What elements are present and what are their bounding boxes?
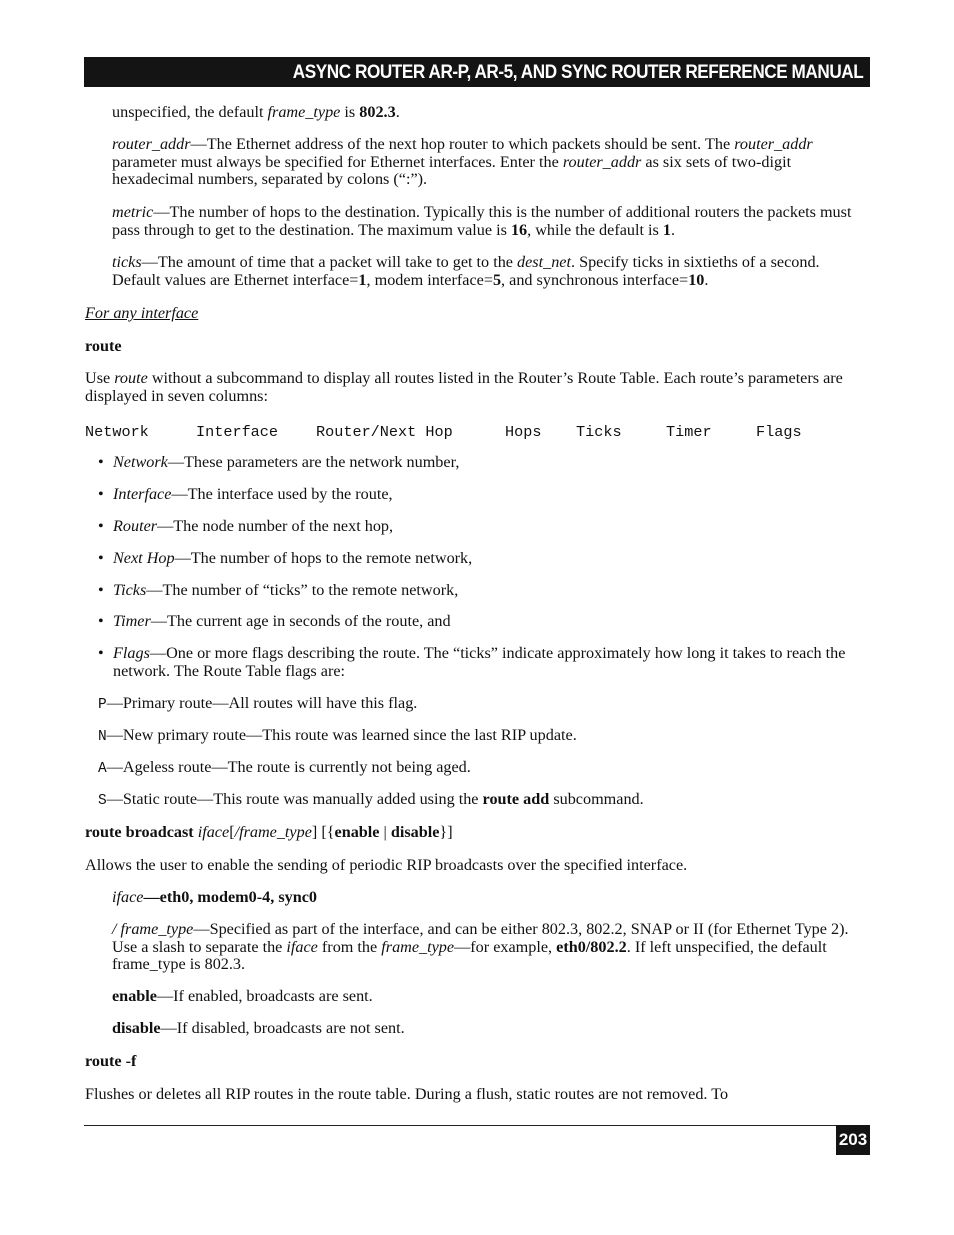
column-ticks: Ticks	[576, 423, 622, 441]
flag-code: A	[98, 761, 107, 777]
router-addr-text3: as six sets of two-digit hexadecimal numbers, separated by colons (“:”).	[112, 152, 792, 188]
page-number: 203	[836, 1125, 870, 1155]
bullet-term: Flags	[113, 644, 150, 662]
any-interface-label: For any interface	[85, 304, 199, 322]
bullet-text: —The interface used by the route,	[171, 485, 393, 503]
ticks-text5: .	[704, 270, 709, 289]
flag-item	[98, 791, 858, 811]
flag-code: N	[98, 729, 107, 745]
intro-term: frame_type	[267, 103, 341, 121]
broadcast-frame: /frame_type	[234, 823, 312, 841]
frame-text: —Specified as part of the interface, and can be either 802.3, 802.2, SNAP or II (for Ethernet Type 2). Use a slash to separate the	[112, 920, 849, 956]
flag-text: —Ageless route—The route is currently not being aged.	[106, 758, 471, 776]
broadcast-cmd: route broadcast	[85, 823, 198, 841]
flush-heading	[85, 1053, 857, 1071]
disable-text: —If disabled, broadcasts are not sent.	[160, 1019, 405, 1037]
bullet-term: Ticks	[113, 581, 147, 599]
route-desc-term: route	[114, 369, 148, 387]
broadcast-iface: iface	[197, 823, 230, 841]
bullet-dot: •	[98, 549, 104, 567]
bullet-dot: •	[98, 485, 104, 503]
intro-text-mid: is	[340, 103, 360, 121]
bullet-term: Interface	[113, 485, 172, 503]
route-description	[85, 370, 857, 405]
column-hops: Hops	[505, 423, 542, 441]
enable-term: enable	[112, 987, 157, 1005]
flag-code: S	[98, 793, 107, 809]
bullet-text: —The current age in seconds of the route, and	[150, 612, 451, 630]
frame-type-param	[112, 921, 857, 974]
broadcast-bracket: [	[229, 823, 235, 841]
bullet-text: —The number of hops to the remote network,	[174, 549, 473, 567]
broadcast-enable: enable	[334, 823, 380, 841]
router-addr-term2: router_addr	[734, 135, 813, 153]
frame-term3: frame_type	[381, 937, 455, 956]
header-title: ASYNC ROUTER AR-P, AR-5, AND SYNC ROUTER REFERENCE MANUAL	[292, 61, 863, 83]
frame-term2: iface	[286, 937, 318, 956]
route-desc-text: Use	[85, 369, 115, 387]
ticks-text4: , and synchronous interface=	[501, 270, 689, 289]
flag-item	[98, 727, 858, 747]
frame-term: / frame_type	[112, 920, 194, 938]
flag-text: —New primary route—This route was learned since the last RIP update.	[106, 726, 577, 744]
ticks-sync: 10	[688, 270, 705, 289]
bullet-dot: •	[98, 581, 104, 599]
section-label-any-interface	[85, 305, 857, 323]
column-router-next-hop: Router/Next Hop	[316, 423, 453, 441]
disable-param	[112, 1020, 857, 1038]
footer-rule	[84, 1125, 870, 1126]
bullet-text: —The number of “ticks” to the remote network,	[146, 581, 459, 599]
iface-param	[112, 889, 857, 907]
column-interface: Interface	[196, 423, 279, 441]
column-flags: Flags	[756, 423, 802, 441]
broadcast-disable: disable	[390, 823, 440, 841]
metric-text2: , while the default is	[527, 220, 663, 239]
route-heading	[85, 338, 857, 356]
route-desc-text2: without a subcommand to display all routes listed in the Router’s Route Table. Each route’s parameters are displayed in seven columns:	[85, 369, 843, 405]
frame-example: eth0/802.2	[556, 937, 627, 956]
router-addr-text2: parameter must always be specified for Ethernet interfaces. Enter the	[112, 152, 563, 171]
broadcast-description: Allows the user to enable the sending of periodic RIP broadcasts over the specified interface.	[85, 856, 688, 874]
router-addr-paragraph	[112, 136, 857, 189]
metric-text3: .	[670, 220, 676, 239]
broadcast-sep: |	[379, 823, 391, 841]
ticks-term2: dest_net	[517, 253, 571, 271]
enable-param	[112, 988, 857, 1006]
flag-code: P	[98, 697, 107, 713]
frame-text4: . If left unspecified, the default frame_type is 802.3.	[112, 937, 827, 973]
iface-term: iface	[112, 888, 144, 906]
intro-value: 802.3	[359, 103, 396, 121]
bullet-text: —One or more flags describing the route. The “ticks” indicate approximately how long it takes to reach the network. The Route Table flags are:	[113, 644, 846, 680]
router-addr-text: —The Ethernet address of the next hop router to which packets should be sent. The	[190, 135, 735, 153]
metric-term: metric	[112, 203, 154, 221]
router-addr-term: router_addr	[112, 135, 191, 153]
ticks-text: —The amount of time that a packet will take to get to the	[141, 253, 518, 271]
column-timer: Timer	[666, 423, 712, 441]
ticks-text2: . Specify ticks in sixtieths of a second. Default values are Ethernet interface=	[112, 253, 820, 289]
bullet-dot: •	[98, 644, 104, 662]
ticks-term: ticks	[112, 253, 142, 271]
ticks-eth: 1	[358, 270, 367, 289]
bullet-term: Timer	[113, 612, 151, 630]
broadcast-bracket3: }]	[439, 823, 453, 841]
intro-text: unspecified, the default	[112, 103, 268, 121]
flush-heading-text: route -f	[85, 1052, 137, 1070]
disable-term: disable	[112, 1019, 161, 1037]
intro-text-end: .	[395, 103, 400, 121]
bullet-text: —The node number of the next hop,	[157, 517, 394, 535]
bullet-dot: •	[98, 517, 104, 535]
router-addr-term3: router_addr	[562, 152, 642, 171]
ticks-paragraph	[112, 254, 857, 289]
metric-text: —The number of hops to the destination. Typically this is the number of additional routers the packets must pass through to get to the destination. The maximum value is	[112, 203, 852, 239]
frame-text3: —for example,	[454, 937, 557, 956]
intro-paragraph	[112, 104, 857, 122]
flag-item	[98, 759, 858, 779]
flush-description: Flushes or deletes all RIP routes in the route table. During a flush, static routes are not removed. To	[85, 1085, 729, 1103]
iface-values: —eth0, modem0-4, sync0	[143, 888, 318, 906]
bullet-term: Router	[113, 517, 158, 535]
frame-text2: from the	[317, 937, 382, 956]
ticks-text3: , modem interface=	[366, 270, 493, 289]
metric-max: 16	[510, 220, 528, 239]
flag-text: —Static route—This route was manually added using the	[106, 790, 483, 808]
broadcast-heading	[85, 824, 857, 842]
bullet-term: Network	[113, 453, 168, 471]
bullet-dot: •	[98, 453, 104, 471]
column-network: Network	[85, 423, 149, 441]
flag-text: —Primary route—All routes will have this flag.	[106, 694, 418, 712]
bullet-text: —These parameters are the network number,	[167, 453, 460, 471]
metric-default: 1	[662, 220, 671, 239]
bullet-term: Next Hop	[113, 549, 175, 567]
enable-text: —If enabled, broadcasts are sent.	[156, 987, 373, 1005]
route-heading-text: route	[85, 337, 122, 355]
ticks-modem: 5	[492, 270, 502, 289]
bullet-dot: •	[98, 612, 104, 630]
metric-paragraph	[112, 204, 857, 239]
flag-command: route add	[482, 790, 550, 808]
header-bar	[84, 57, 870, 87]
broadcast-bracket2: ] [{	[311, 823, 335, 841]
flag-item	[98, 695, 858, 715]
flag-text-after: subcommand.	[549, 790, 644, 808]
